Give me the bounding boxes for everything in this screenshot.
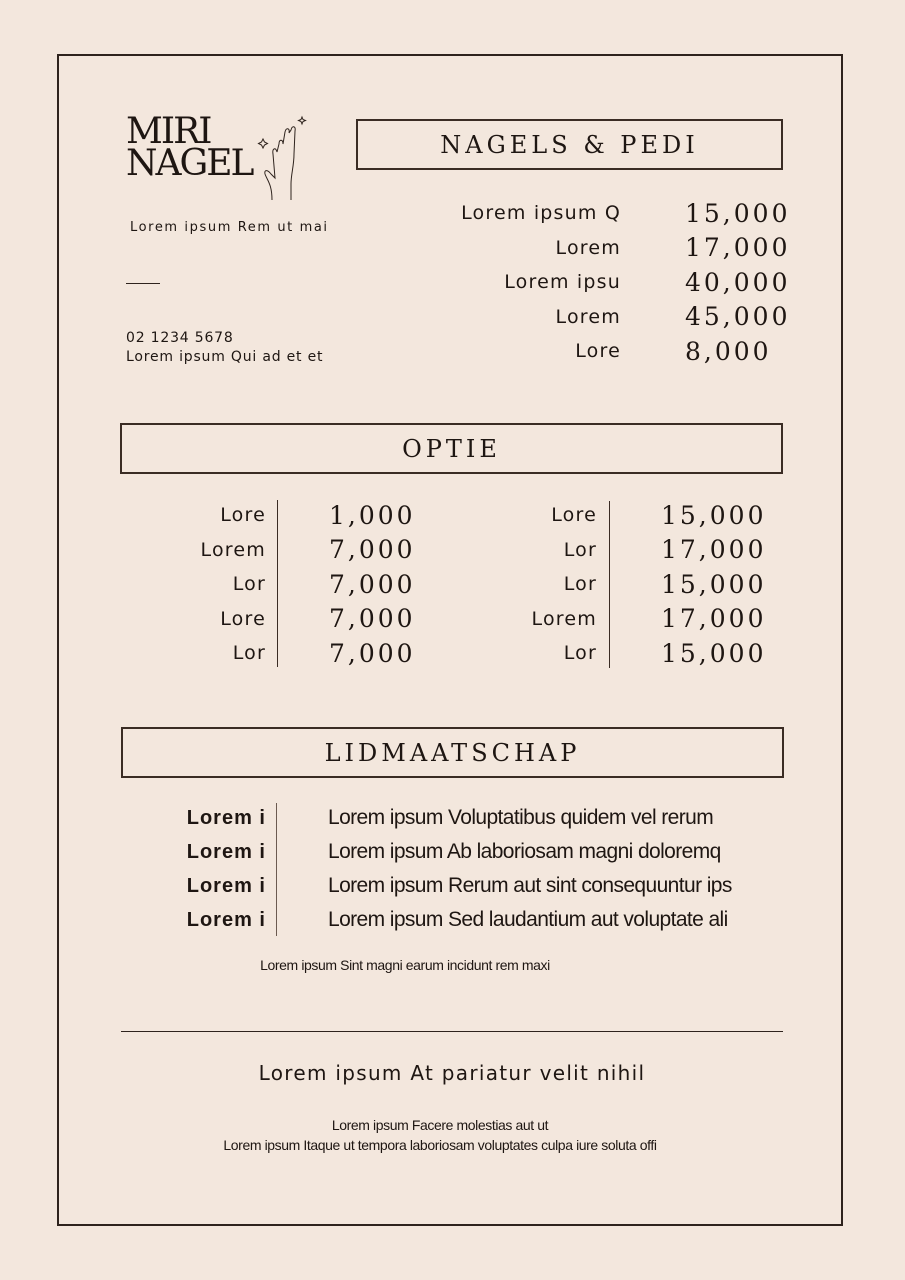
service-label: Lorem ipsum Q [461,202,621,225]
service-label: Lorem [555,305,621,328]
price-row [490,498,766,533]
option-price: 15,000 [661,569,767,599]
service-price: 15,000 [685,198,791,228]
option-label: Lore [220,504,266,527]
option-label: Lorem [200,538,266,561]
footer-line-1: Lorem ipsum Facere molestias aut ut [331,1117,549,1133]
membership-note: Lorem ipsum Sint magni earum incidunt rem maxi [260,957,550,973]
brand-logo [126,111,253,184]
price-row [400,334,790,369]
option-label: Lor [563,642,597,665]
contact-info [126,329,323,367]
price-row [400,231,790,266]
service-price: 45,000 [685,302,791,332]
optie-right-list [490,498,766,671]
footer-text [120,1115,760,1155]
price-row [160,567,416,602]
divider-dash [126,283,160,284]
price-row [400,265,790,300]
membership-row [120,801,732,835]
membership-list [120,801,732,937]
option-label: Lor [232,642,266,665]
option-price: 17,000 [661,535,767,565]
service-price: 17,000 [685,233,791,263]
brand-line-2: NAGEL [126,143,253,184]
option-price: 7,000 [329,569,416,599]
option-label: Lor [563,538,597,561]
price-row [160,602,416,637]
section-title-nagels: NAGELS & PEDI [356,119,783,170]
option-price: 15,000 [661,638,767,668]
optie-left-list [160,498,416,671]
service-price: 40,000 [685,267,791,297]
option-label: Lor [563,573,597,596]
membership-label: Lorem i [186,908,266,931]
option-label: Lor [232,573,266,596]
price-row [490,533,766,568]
footer-line-2: Lorem ipsum Itaque ut tempora laboriosam voluptates culpa iure soluta offi [223,1137,657,1153]
price-row [490,602,766,637]
footer-divider [121,1031,783,1032]
membership-label: Lorem i [186,840,266,863]
section-title-optie: OPTIE [120,423,783,474]
membership-label: Lorem i [186,806,266,829]
option-label: Lorem [531,607,597,630]
option-price: 1,000 [329,500,416,530]
service-label: Lore [575,340,621,363]
option-price: 15,000 [661,500,767,530]
nagels-price-list [400,196,790,369]
option-label: Lore [551,504,597,527]
phone-number: 02 1234 5678 [126,330,234,346]
membership-desc: Lorem ipsum Rerum aut sint consequuntur ips [328,874,732,897]
hand-sparkle-icon [255,114,310,204]
price-row [160,636,416,671]
footer-headline: Lorem ipsum At pariatur velit nihil [258,1061,646,1085]
membership-desc: Lorem ipsum Voluptatibus quidem vel rerum [328,806,714,829]
membership-desc: Lorem ipsum Ab laboriosam magni doloremq [328,840,721,863]
price-row [400,196,790,231]
brand-tagline: Lorem ipsum Rem ut mai [130,220,329,235]
membership-row [120,835,732,869]
price-row [160,498,416,533]
service-label: Lorem ipsu [504,271,621,294]
membership-row [120,903,732,937]
membership-label: Lorem i [186,874,266,897]
service-price: 8,000 [685,336,772,366]
section-title-lidmaatschap: LIDMAATSCHAP [121,727,784,778]
brand-line-1: MIRI [126,111,211,152]
address: Lorem ipsum Qui ad et et [126,349,324,365]
option-price: 17,000 [661,604,767,634]
price-row [490,636,766,671]
option-price: 7,000 [329,604,416,634]
membership-desc: Lorem ipsum Sed laudantium aut voluptate ali [328,908,728,931]
option-price: 7,000 [329,638,416,668]
option-price: 7,000 [329,535,416,565]
membership-row [120,869,732,903]
price-row [490,567,766,602]
option-label: Lore [220,607,266,630]
service-label: Lorem [555,236,621,259]
price-row [160,533,416,568]
price-row [400,300,790,335]
